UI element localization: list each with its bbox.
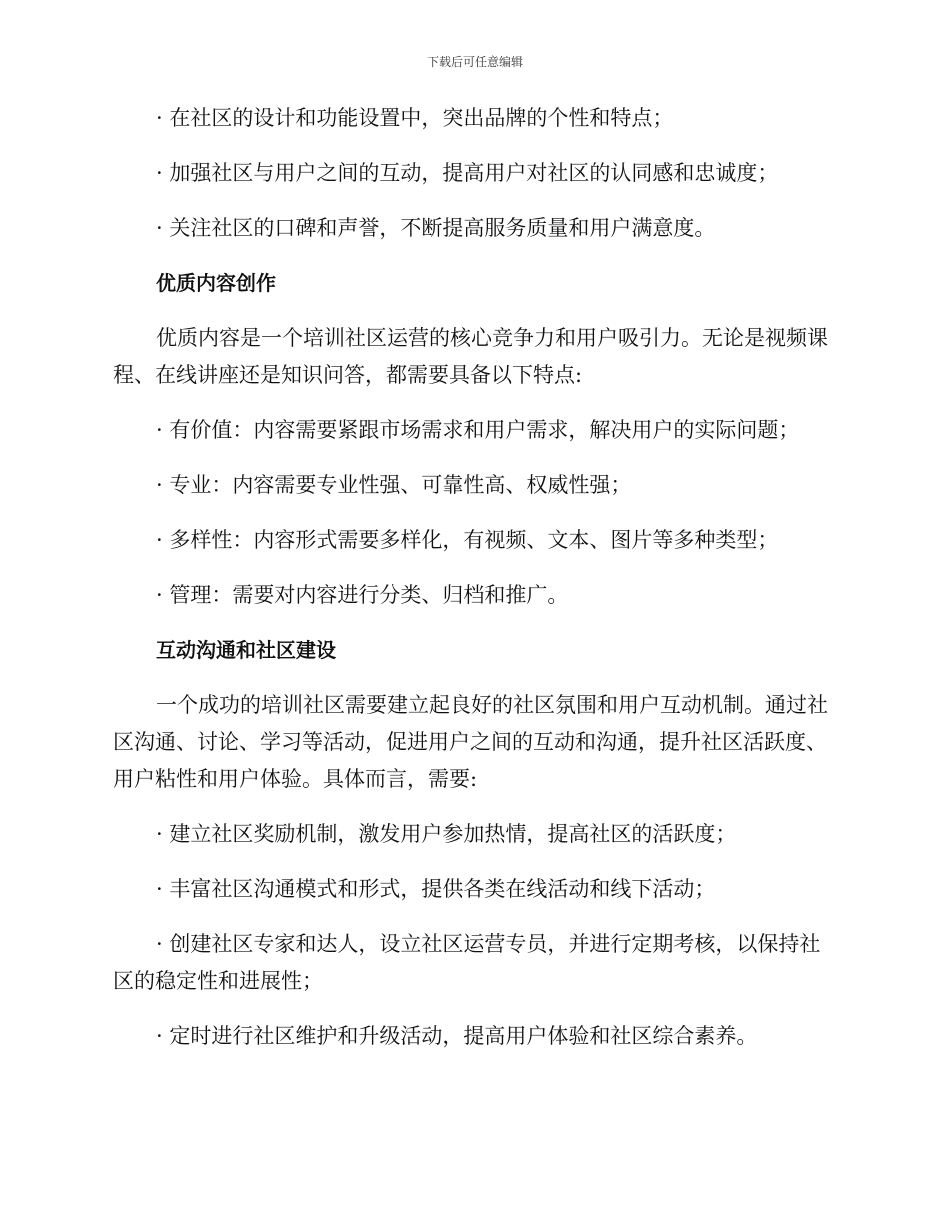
bullet-item: · 定时进行社区维护和升级活动，提高用户体验和社区综合素养。 (156, 1024, 758, 1048)
bullet-item: · 丰富社区沟通模式和形式，提供各类在线活动和线下活动； (156, 877, 716, 901)
bullet-item: · 多样性：内容形式需要多样化，有视频、文本、图片等多种类型； (156, 528, 779, 552)
bullet-item: · 管理：需要对内容进行分类、归档和推广。 (156, 583, 569, 607)
page-header-note: 下载后可任意编辑 (426, 55, 523, 69)
bullet-item: · 在社区的设计和功能设置中，突出品牌的个性和特点； (156, 106, 674, 130)
bullet-item: · 加强社区与用户之间的互动，提高用户对社区的认同感和忠诚度； (156, 161, 779, 185)
bullet-item: · 专业：内容需要专业性强、可靠性高、权威性强； (156, 473, 632, 497)
bullet-item: · 创建社区专家和达人，设立社区运营专员，并进行定期考核，以保持社区的稳定性和进展性； (113, 932, 821, 993)
bullet-item: · 关注社区的口碑和声誉，不断提高服务质量和用户满意度。 (156, 216, 716, 240)
paragraph: 一个成功的培训社区需要建立起良好的社区氛围和用户互动机制。通过社区沟通、讨论、学习等活动，促进用户之间的互动和沟通，提升社区活跃度、用户粘性和用户体验。具体而言，需要: (113, 693, 828, 791)
bullet-item: · 有价值：内容需要紧跟市场需求和用户需求，解决用户的实际问题； (156, 418, 800, 442)
paragraph: 优质内容是一个培训社区运营的核心竞争力和用户吸引力。无论是视频课程、在线讲座还是知识问答，都需要具备以下特点: (113, 326, 828, 387)
section-heading: 互动沟通和社区建设 (156, 638, 336, 662)
bullet-item: · 建立社区奖励机制，激发用户参加热情，提高社区的活跃度； (156, 822, 737, 846)
document-body (113, 100, 835, 1055)
section-heading: 优质内容创作 (156, 271, 276, 295)
